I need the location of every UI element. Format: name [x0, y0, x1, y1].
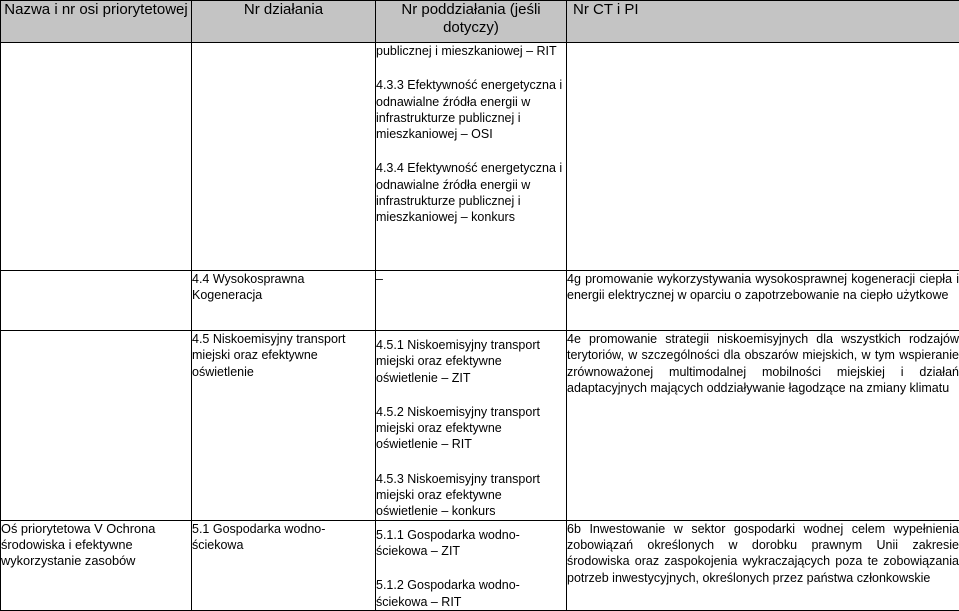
axis-cell: [1, 271, 192, 331]
submeasure-item: publicznej i mieszkaniowej – RIT: [376, 43, 566, 59]
header-axis: Nazwa i nr osi priorytetowej: [1, 1, 192, 43]
submeasure-item: 5.1.2 Gospodarka wodno-ściekowa – RIT: [376, 577, 566, 610]
ct-pi-cell: [567, 43, 959, 271]
submeasure-item: 5.1.1 Gospodarka wodno-ściekowa – ZIT: [376, 527, 566, 560]
measure-cell: 4.5 Niskoemisyjny transport miejski oraz efektywne oświetlenie: [192, 331, 376, 521]
header-submeasure: Nr poddziałania (jeśli dotyczy): [376, 1, 567, 43]
measure-cell: [192, 43, 376, 271]
submeasure-cell: [376, 520, 567, 610]
submeasure-cell: [376, 331, 567, 521]
submeasure-item: 4.5.1 Niskoemisyjny transport miejski oraz efektywne oświetlenie – ZIT: [376, 337, 566, 386]
submeasure-cell: [376, 271, 567, 331]
table-row: [1, 331, 959, 521]
submeasure-item: 4.3.3 Efektywność energetyczna i odnawialne źródła energii w infrastrukturze publicznej i mieszkaniowej – OSI: [376, 77, 566, 142]
submeasure-item: 4.5.2 Niskoemisyjny transport miejski oraz efektywne oświetlenie – RIT: [376, 404, 566, 453]
ct-pi-cell: 6b Inwestowanie w sektor gospodarki wodnej celem wypełnienia zobowiązań określonych w dorobku prawnym Unii zakresie środowiska oraz zaspokojenia wykraczających poza te zobowiązania potrzeb inwestycyjnych, określonych przez państwa członkowskie: [567, 520, 959, 610]
axis-cell: [1, 43, 192, 271]
measure-cell: 4.4 Wysokosprawna Kogeneracja: [192, 271, 376, 331]
table-row: [1, 520, 959, 610]
submeasure-item: –: [376, 271, 566, 287]
submeasure-item: 4.3.4 Efektywność energetyczna i odnawialne źródła energii w infrastrukturze publicznej i mieszkaniowej – konkurs: [376, 160, 566, 225]
submeasure-cell: [376, 43, 567, 271]
axis-cell: Oś priorytetowa V Ochrona środowiska i efektywne wykorzystanie zasobów: [1, 520, 192, 610]
header-ct-pi: Nr CT i PI: [567, 1, 959, 43]
table-row: [1, 271, 959, 331]
submeasure-item: 4.5.3 Niskoemisyjny transport miejski oraz efektywne oświetlenie – konkurs: [376, 471, 566, 520]
measure-cell: 5.1 Gospodarka wodno-ściekowa: [192, 520, 376, 610]
ct-pi-cell: 4e promowanie strategii niskoemisyjnych dla wszystkich rodzajów terytoriów, w szczególności dla obszarów miejskich, w tym wspieranie zrównoważonej multimodalnej mobilności miejskiej i działań adaptacyjnych mających oddziaływanie łagodzące na zmiany klimatu: [567, 331, 959, 521]
ct-pi-cell: 4g promowanie wykorzystywania wysokosprawnej kogeneracji ciepła i energii elektrycznej w oparciu o zapotrzebowanie na ciepło użytkowe: [567, 271, 959, 331]
header-row: [1, 1, 959, 43]
header-measure: Nr działania: [192, 1, 376, 43]
axis-cell: [1, 331, 192, 521]
table-row: [1, 43, 959, 271]
